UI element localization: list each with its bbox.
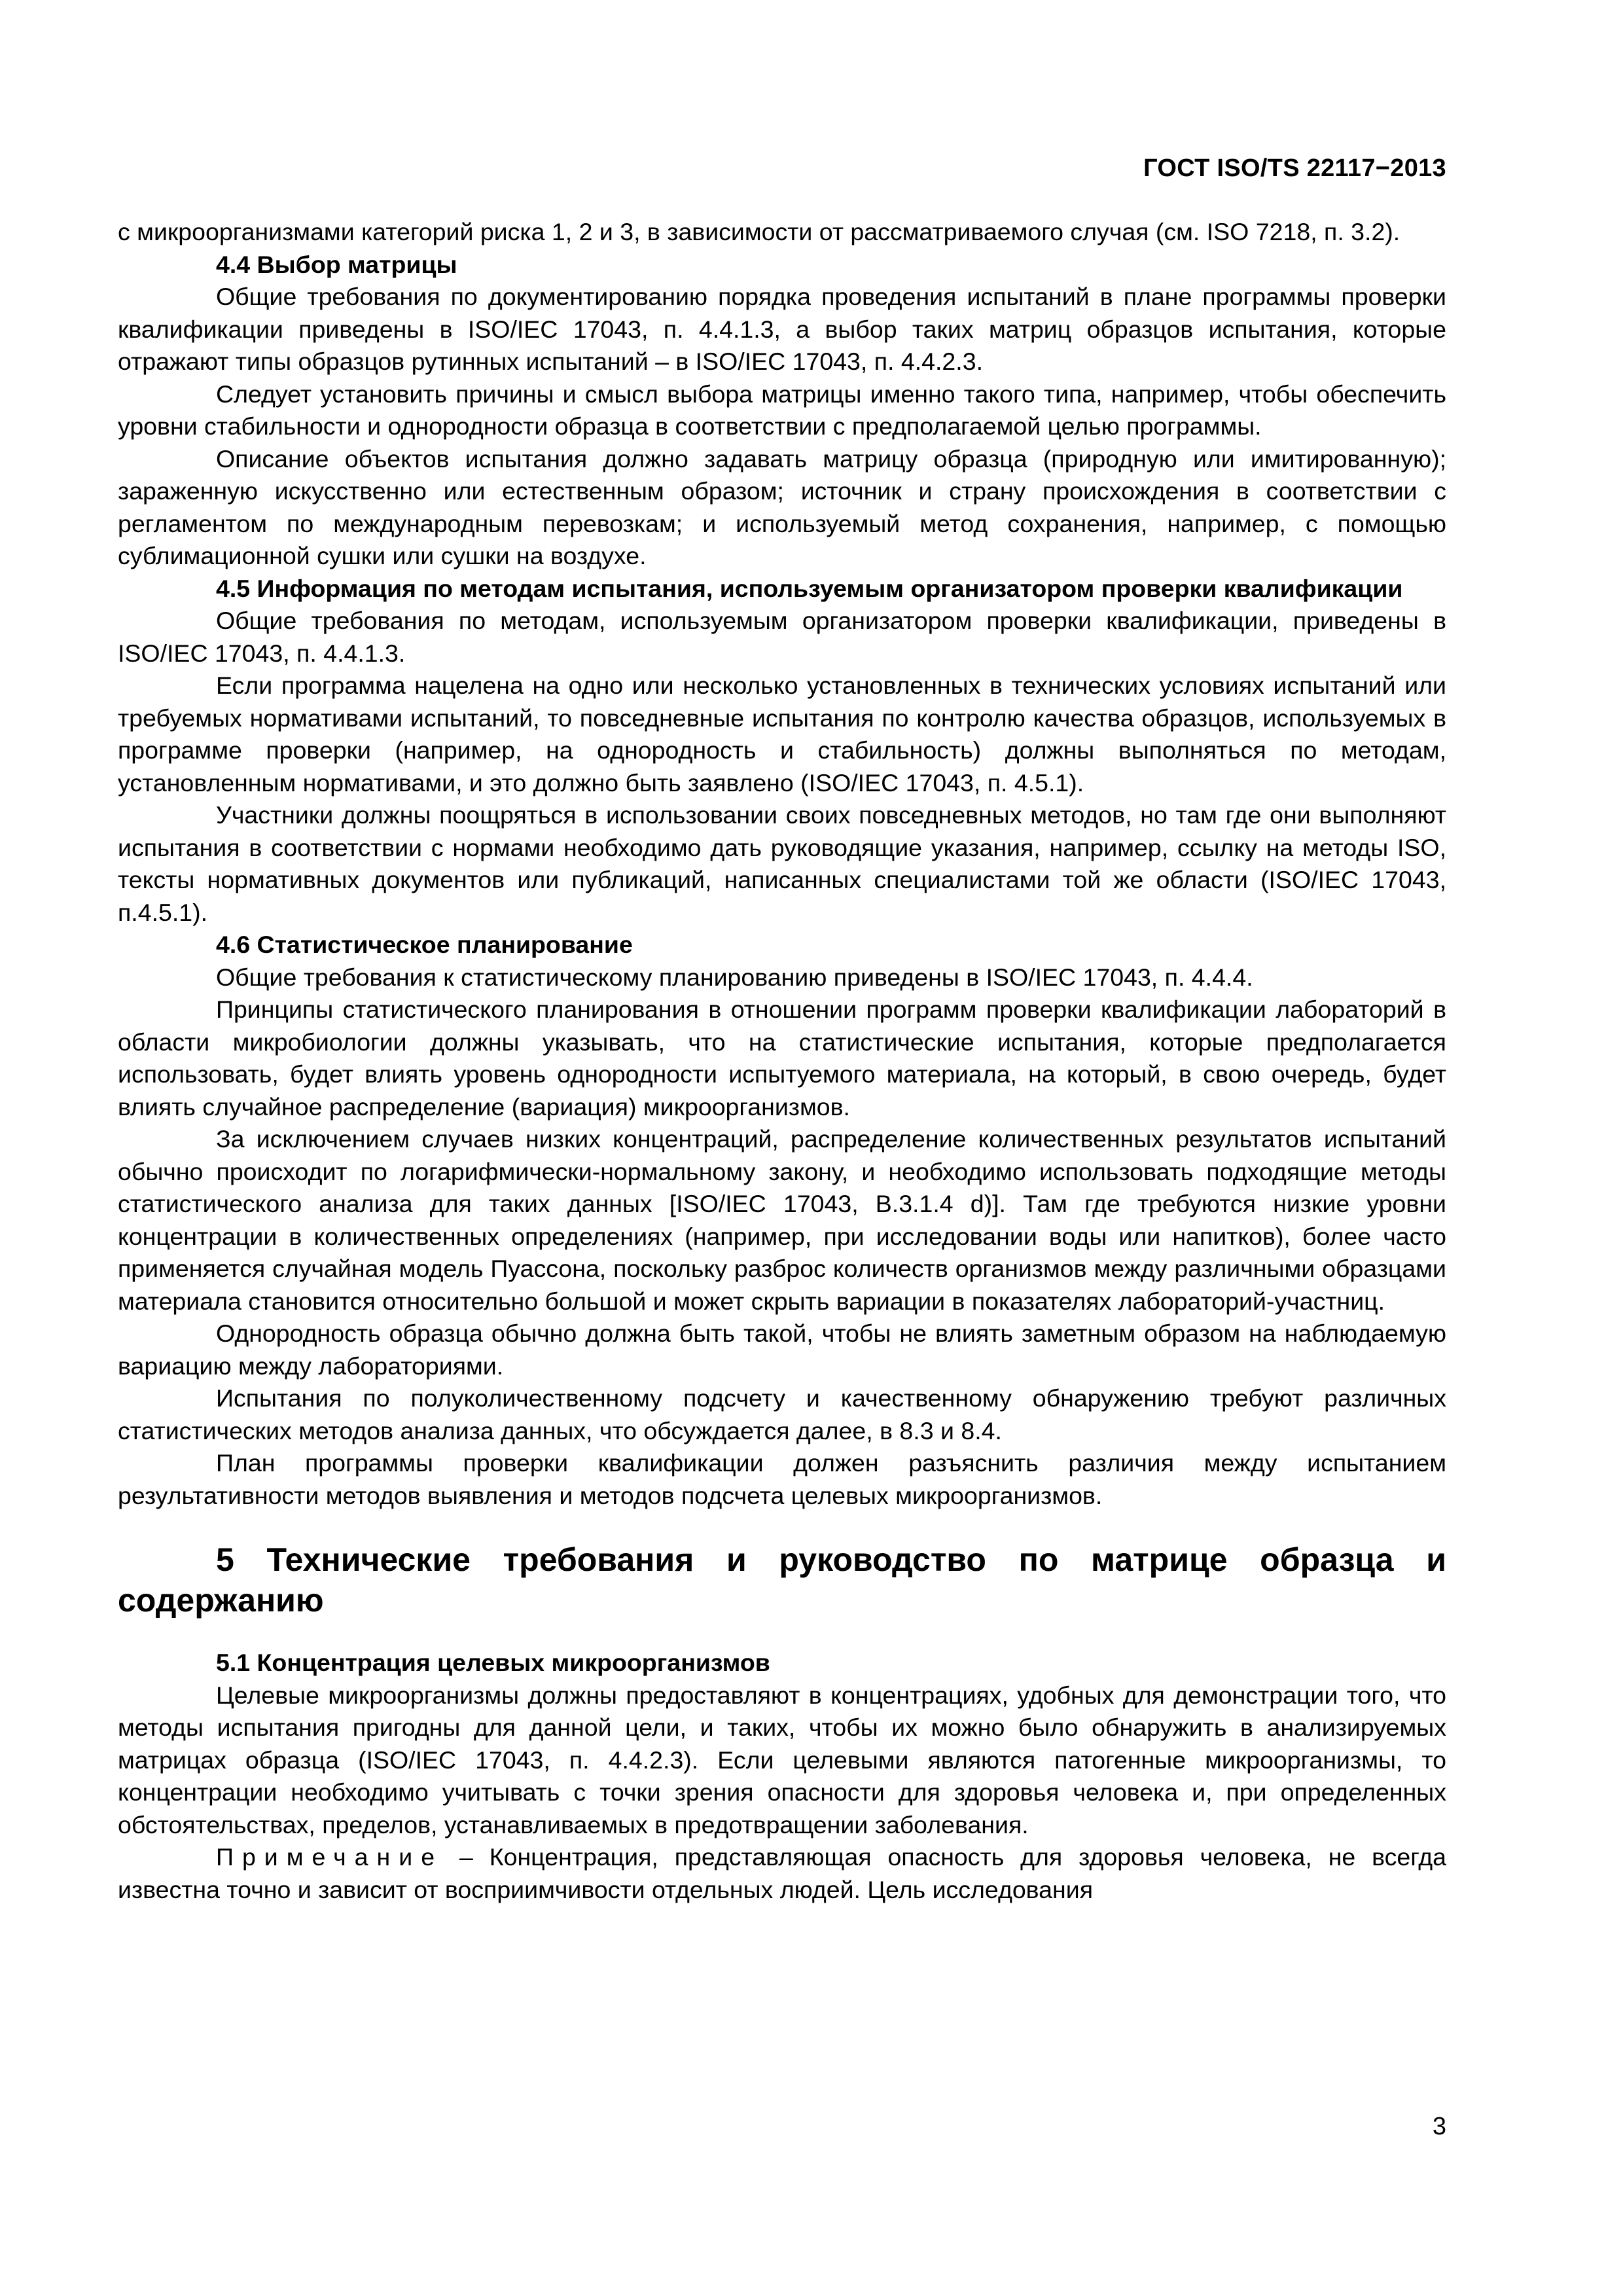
paragraph: с микроорганизмами категорий риска 1, 2 и 3, в зависимости от рассматриваемого случая (см. ISO 7218, п. 3.2).	[118, 218, 1400, 245]
section-heading-5-1: 5.1 Концентрация целевых микроорганизмов	[216, 1649, 770, 1676]
chapter-heading-5: 5 Технические требования и руководство по матрице образца и содержанию	[118, 1541, 1446, 1619]
paragraph: За исключением случаев низких концентраций, распределение количественных результатов испытаний обычно происходит по логарифмически-нормальному закону, и необходимо использовать подходящие методы статистического анализа для таких данных [ISO/IEC 17043, B.3.1.4 d)]. Там где требуются низкие уровни концентрации в количественных определениях (например, при исследовании воды или напитков), более часто применяется случайная модель Пуассона, поскольку разброс количеств организмов между различными образцами материала становится относительно большой и может скрыть вариации в показателях лабораторий-участниц.	[118, 1125, 1446, 1315]
note-paragraph	[118, 1841, 1446, 1906]
paragraph: План программы проверки квалификации должен разъяснить различия между испытанием результативности методов выявления и методов подсчета целевых микроорганизмов.	[118, 1449, 1446, 1509]
paragraph: Общие требования по методам, используемым организатором проверки квалификации, приведены в ISO/IEC 17043, п. 4.4.1.3.	[118, 607, 1446, 667]
document-header: ГОСТ ISO/TS 22117−2013	[1143, 154, 1446, 182]
document-body	[118, 216, 1446, 1906]
paragraph: Если программа нацелена на одно или несколько установленных в технических условиях испытаний или требуемых нормативами испытаний, то повседневные испытания по контролю качества образцов, используемых в программе проверки (например, на однородность и стабильность) должны выполняться по методам, установленным нормативами, и это должно быть заявлено (ISO/IEC 17043, п. 4.5.1).	[118, 672, 1446, 797]
paragraph: Описание объектов испытания должно задавать матрицу образца (природную или имитированную); зараженную искусственно или естественным образом; источник и страну происхождения в соответствии с регламентом по международным перевозкам; и используемый метод сохранения, например, с помощью сублимационной сушки или сушки на воздухе.	[118, 444, 1446, 569]
paragraph: Общие требования к статистическому планированию приведены в ISO/IEC 17043, п. 4.4.4.	[216, 963, 1253, 991]
paragraph: Участники должны поощряться в использовании своих повседневных методов, но там где они выполняют испытания в соответствии с нормами необходимо дать руководящие указания, например, ссылку на методы ISO, тексты нормативных документов или публикаций, написанных специалистами той же области (ISO/IEC 17043, п.4.5.1).	[118, 801, 1446, 926]
paragraph: Следует установить причины и смысл выбора матрицы именно такого типа, например, чтобы обеспечить уровни стабильности и однородности образца в соответствии с предполагаемой целью программы.	[118, 380, 1446, 440]
paragraph: Принципы статистического планирования в отношении программ проверки квалификации лабораторий в области микробиологии должны указывать, что на статистические испытания, которые предполагается использовать, будет влиять уровень однородности испытуемого материала, на который, в свою очередь, будет влиять случайное распределение (вариация) микроорганизмов.	[118, 996, 1446, 1121]
section-heading-4-4: 4.4 Выбор матрицы	[216, 250, 457, 278]
paragraph: Испытания по полуколичественному подсчету и качественному обнаружению требуют различных статистических методов анализа данных, что обсуждается далее, в 8.3 и 8.4.	[118, 1384, 1446, 1444]
paragraph: Однородность образца обычно должна быть такой, чтобы не влиять заметным образом на наблюдаемую вариацию между лабораториями.	[118, 1319, 1446, 1380]
section-heading-4-5: 4.5 Информация по методам испытания, используемым организатором проверки квалификации	[216, 574, 1403, 602]
section-heading-4-6: 4.6 Статистическое планирование	[216, 931, 633, 958]
page-number: 3	[1432, 2113, 1446, 2140]
paragraph: Общие требования по документированию порядка проведения испытаний в плане программы проверки квалификации приведены в ISO/IEC 17043, п. 4.4.1.3, а выбор таких матриц образцов испытания, которые отражают типы образцов рутинных испытаний – в ISO/IEC 17043, п. 4.4.2.3.	[118, 283, 1446, 375]
note-text: – Концентрация, представляющая опасность для здоровья человека, не всегда известна точно и зависит от восприимчивости отдельных людей. Цель исследования	[118, 1843, 1447, 1903]
paragraph: Целевые микроорганизмы должны предоставляют в концентрациях, удобных для демонстрации того, что методы испытания пригодны для данной цели, и таких, чтобы их можно было обнаружить в анализируемых матрицах образца (ISO/IEC 17043, п. 4.4.2.3). Если целевыми являются патогенные микроорганизмы, то концентрации необходимо учитывать с точки зрения опасности для здоровья человека и, при определенных обстоятельствах, пределов, устанавливаемых в предотвращении заболевания.	[118, 1681, 1446, 1839]
note-label: Примечание	[216, 1843, 444, 1871]
